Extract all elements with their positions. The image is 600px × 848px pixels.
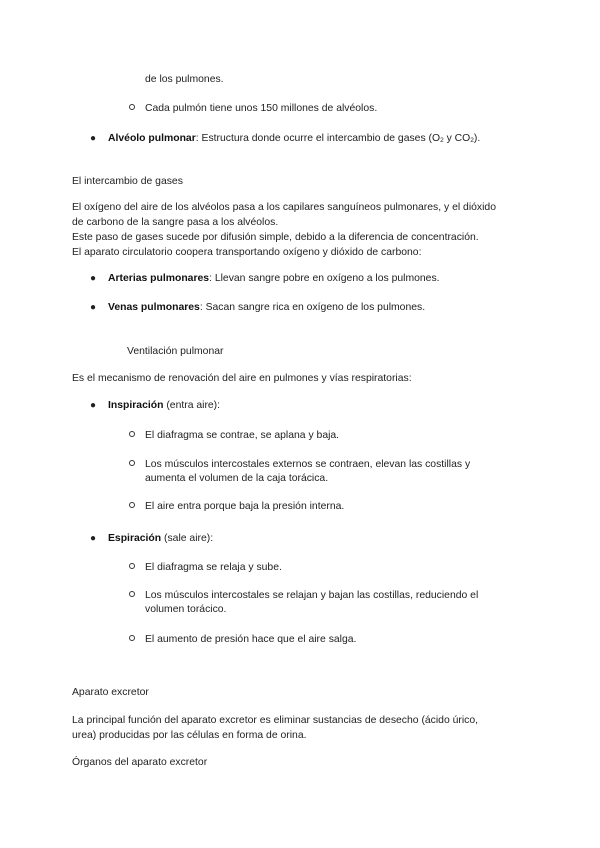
alveolo-text-mid: y CO: [443, 133, 471, 144]
bullet-venas: [108, 301, 425, 314]
arterias-text: : Llevan sangre pobre en oxígeno a los pulmones.: [209, 273, 440, 284]
term-inspiracion: Inspiración: [108, 400, 164, 411]
bullet-arterias: [108, 272, 440, 285]
bullet-icon: ●: [90, 302, 97, 313]
alveolo-text-end: ).: [473, 133, 481, 144]
term-venas: Venas pulmonares: [108, 302, 200, 313]
subscript-2: 2: [440, 137, 444, 144]
hollow-bullet-icon: [129, 104, 135, 110]
hollow-bullet-icon: [129, 431, 135, 437]
paragraph-line: Este paso de gases sucede por difusión simple, debido a la diferencia de concentración.: [72, 232, 479, 243]
hollow-bullet-icon: [129, 502, 135, 508]
paragraph-line: urea) producidas por las células en forma de orina.: [72, 730, 307, 741]
sub-bullet-item: El diafragma se relaja y sube.: [145, 562, 282, 573]
bullet-icon: ●: [90, 400, 97, 411]
inspiracion-note: (entra aire):: [163, 400, 221, 411]
venas-text: : Sacan sangre rica en oxígeno de los pulmones.: [199, 302, 426, 313]
paragraph-line: La principal función del aparato excretor es eliminar sustancias de desecho (ácido úrico,: [72, 715, 479, 726]
bullet-icon: ●: [90, 133, 97, 144]
continued-text-line: de los pulmones.: [145, 74, 224, 85]
sub-bullet-alveolos: Cada pulmón tiene unos 150 millones de alvéolos.: [145, 103, 378, 114]
hollow-bullet-icon: [129, 563, 135, 569]
section-heading-ventilacion: Ventilación pulmonar: [127, 346, 224, 357]
paragraph-line: de carbono de la sangre pasa a los alvéolos.: [72, 217, 279, 228]
bullet-alveolo-pulmonar: [108, 132, 480, 147]
sub-bullet-item: El aumento de presión hace que el aire salga.: [145, 634, 357, 645]
bullet-icon: ●: [90, 533, 97, 544]
alveolo-text: : Estructura donde ocurre el intercambio de gases (O: [195, 133, 441, 144]
sub-bullet-item: El diafragma se contrae, se aplana y baja.: [145, 430, 340, 441]
paragraph-line: El oxígeno del aire de los alvéolos pasa a los capilares sanguíneos pulmonares, y el dióxido: [72, 202, 496, 213]
sub-bullet-item-cont: aumenta el volumen de la caja torácica.: [145, 473, 329, 484]
section-heading-excretor: Aparato excretor: [72, 687, 149, 698]
hollow-bullet-icon: [129, 460, 135, 466]
hollow-bullet-icon: [129, 635, 135, 641]
bullet-inspiracion: [108, 399, 220, 412]
bullet-espiracion: [108, 532, 213, 545]
bullet-icon: ●: [90, 273, 97, 284]
hollow-bullet-icon: [129, 591, 135, 597]
sub-bullet-item: Los músculos intercostales se relajan y bajan las costillas, reduciendo el: [145, 590, 479, 601]
sub-bullet-item: Los músculos intercostales externos se contraen, elevan las costillas y: [145, 459, 471, 470]
subscript-2b: 2: [470, 137, 474, 144]
ventilacion-intro: Es el mecanismo de renovación del aire en pulmones y vías respiratorias:: [72, 373, 412, 384]
sub-bullet-item: El aire entra porque baja la presión interna.: [145, 501, 345, 512]
term-espiracion: Espiración: [108, 533, 162, 544]
section-heading-intercambio: El intercambio de gases: [72, 176, 183, 187]
sub-bullet-item-cont: volumen torácico.: [145, 604, 227, 615]
subsection-heading-organos: Órganos del aparato excretor: [72, 757, 208, 768]
term-alveolo: Alvéolo pulmonar: [108, 133, 196, 144]
espiracion-note: (sale aire):: [161, 533, 214, 544]
term-arterias: Arterias pulmonares: [108, 273, 210, 284]
paragraph-line: El aparato circulatorio coopera transportando oxígeno y dióxido de carbono:: [72, 247, 422, 258]
